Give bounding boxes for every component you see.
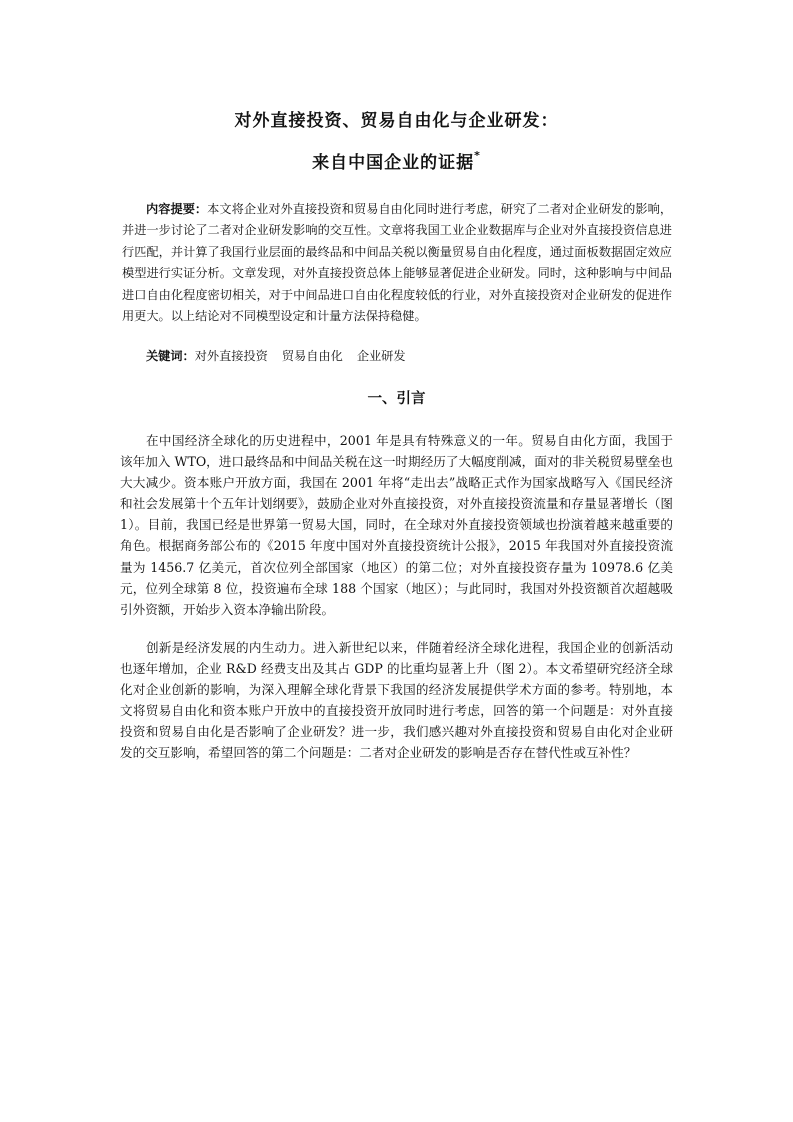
- keywords: [122, 346, 672, 367]
- body-paragraph: 创新是经济发展的内生动力。进入新世纪以来，伴随着经济全球化进程，我国企业的创新活动也逐年增加，企业 R&D 经费支出及其占 GDP 的比重均显著上升（图 2）。本文希望研究经济全球化对企业创新的影响，为深入理解全球化背景下我国的经济发展提供学术方面的参考。特别地，本文将贸易自由化和资本账户开放中的直接投资开放同时进行考虑，回答的第一个问题是：对外直接投资和贸易自由化是否影响了企业研发？进一步，我们感兴趣对外直接投资和贸易自由化对企业研发的交互影响，希望回答的第二个问题是：二者对企业研发的影响是否存在替代性或互补性？: [120, 640, 673, 761]
- paper-title-line-2: [0, 148, 793, 173]
- body-paragraph: 在中国经济全球化的历史进程中，2001 年是具有特殊意义的一年。贸易自由化方面，我国于该年加入 WTO，进口最终品和中间品关税在这一时期经历了大幅度削减，面对的非关税贸易壁垒也大大减少。资本账户开放方面，我国在 2001 年将“走出去”战略正式作为国家战略写入《国民经济和社会发展第十个五年计划纲要》，鼓励企业对外直接投资，对外直接投资流量和存量显著增长（图 1）。目前，我国已经是世界第一贸易大国，同时，在全球对外直接投资领域也扮演着越来越重要的角色。根据商务部公布的《2015 年度中国对外直接投资统计公报》，2015 年我国对外直接投资流量为 1456.7 亿美元，首次位列全部国家（地区）的第二位；对外直接投资存量为 10978.6 亿美元，位列全球第 8 位，投资遍布全球 188 个国家（地区）；与此同时，我国对外投资额首次超越吸引外资额，开始步入资本净输出阶段。: [120, 433, 673, 617]
- keyword-item: 对外直接投资: [194, 349, 268, 363]
- keyword-item: 企业研发: [356, 349, 406, 363]
- abstract-text: 本文将企业对外直接投资和贸易自由化同时进行考虑，研究了二者对企业研发的影响，并进一步讨论了二者对企业研发影响的交互性。文章将我国工业企业数据库与企业对外直接投资信息进行匹配，并计算了我国行业层面的最终品和中间品关税以衡量贸易自由化程度，通过面板数据固定效应模型进行实证分析。文章发现，对外直接投资总体上能够显著促进企业研发。同时，这种影响与中间品进口自由化程度密切相关，对于中间品进口自由化程度较低的行业，对外直接投资对企业研发的促进作用更大。以上结论对不同模型设定和计量方法保持稳健。: [122, 202, 673, 324]
- paper-title-line-1: 对外直接投资、贸易自由化与企业研发：: [234, 111, 559, 131]
- keyword-item: 贸易自由化: [281, 349, 343, 363]
- section-heading-introduction: 一、引言: [367, 390, 426, 407]
- keywords-label: 关键词：: [146, 349, 195, 363]
- abstract-label: 内容提要：: [146, 202, 208, 216]
- paper-subtitle: 来自中国企业的证据: [312, 153, 475, 173]
- abstract: [122, 199, 672, 327]
- title-footnote-mark: *: [474, 149, 481, 163]
